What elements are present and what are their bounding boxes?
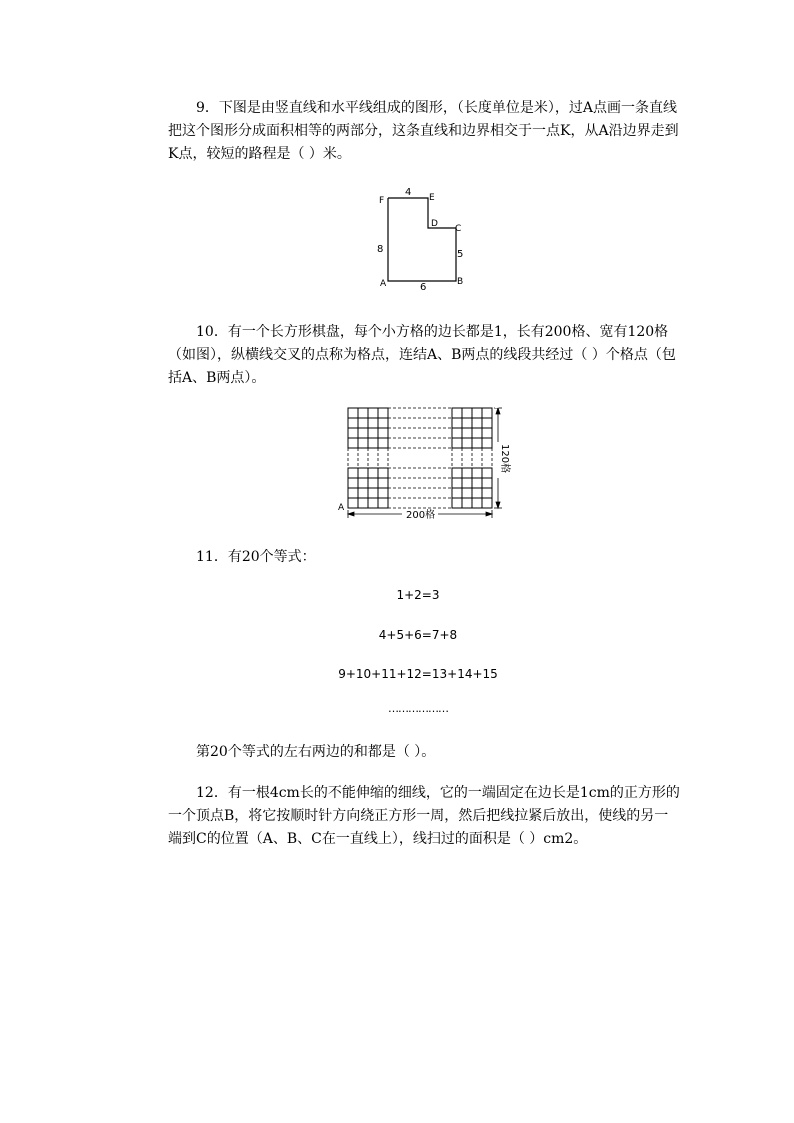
height-label: 120格 xyxy=(499,444,510,474)
length-top: 4 xyxy=(405,187,412,198)
label-F: F xyxy=(379,196,385,206)
length-left: 8 xyxy=(377,244,384,255)
grid-block-top-right xyxy=(452,408,492,448)
length-bottom: 6 xyxy=(420,282,427,290)
grid-block-top-left xyxy=(348,408,388,448)
question-9-text: 9．下图是由竖直线和水平线组成的图形，（长度单位是米），过A点画一条直线把这个图形分成面积相等的两部分，这条直线和边界相交于一点K，从A沿边界走到K点，较短的路程是（ ）米。 xyxy=(168,100,679,162)
length-right: 5 xyxy=(457,249,464,260)
ellipsis-dots: ……………… xyxy=(388,702,448,715)
l-shape-outline xyxy=(388,198,456,281)
dashed-horizontal-lines xyxy=(388,408,452,508)
label-A: A xyxy=(338,503,345,513)
equation-1: 1+2=3 xyxy=(396,588,440,602)
question-10-text: 10．有一个长方形棋盘，每个小方格的边长都是1，长有200格、宽有120格（如图），纵横线交叉的点称为格点，连结A、B两点的线段共经过（ ）个格点（包括A、B两点）。 xyxy=(168,324,676,386)
question-9-figure xyxy=(370,184,470,290)
grid-block-bottom-right xyxy=(452,468,492,508)
label-B: B xyxy=(457,277,464,287)
equation-3: 9+10+11+12=13+14+15 xyxy=(338,667,498,681)
label-A: A xyxy=(380,279,387,289)
dashed-vertical-lines xyxy=(348,448,492,468)
label-E: E xyxy=(429,193,435,203)
grid-block-bottom-left xyxy=(348,468,388,508)
equation-2: 4+5+6=7+8 xyxy=(378,628,458,642)
label-B: B xyxy=(494,401,501,411)
label-D: D xyxy=(431,219,438,229)
label-C: C xyxy=(455,224,462,234)
question-10-figure xyxy=(334,400,514,528)
question-12-text: 12．有一根4cm长的不能伸缩的细线，它的一端固定在边长是1cm的正方形的一个顶点B，将它按顺时针方向绕正方形一周，然后把线拉紧后放出，使线的另一端到C的位置（A、B、C在一直线上），线扫过的面积是（ ）cm2。 xyxy=(168,785,680,847)
question-11-prompt: 第20个等式的左右两边的和都是（ ）。 xyxy=(196,744,436,760)
width-label: 200格 xyxy=(406,510,436,521)
question-11-text: 11．有20个等式： xyxy=(196,549,316,565)
